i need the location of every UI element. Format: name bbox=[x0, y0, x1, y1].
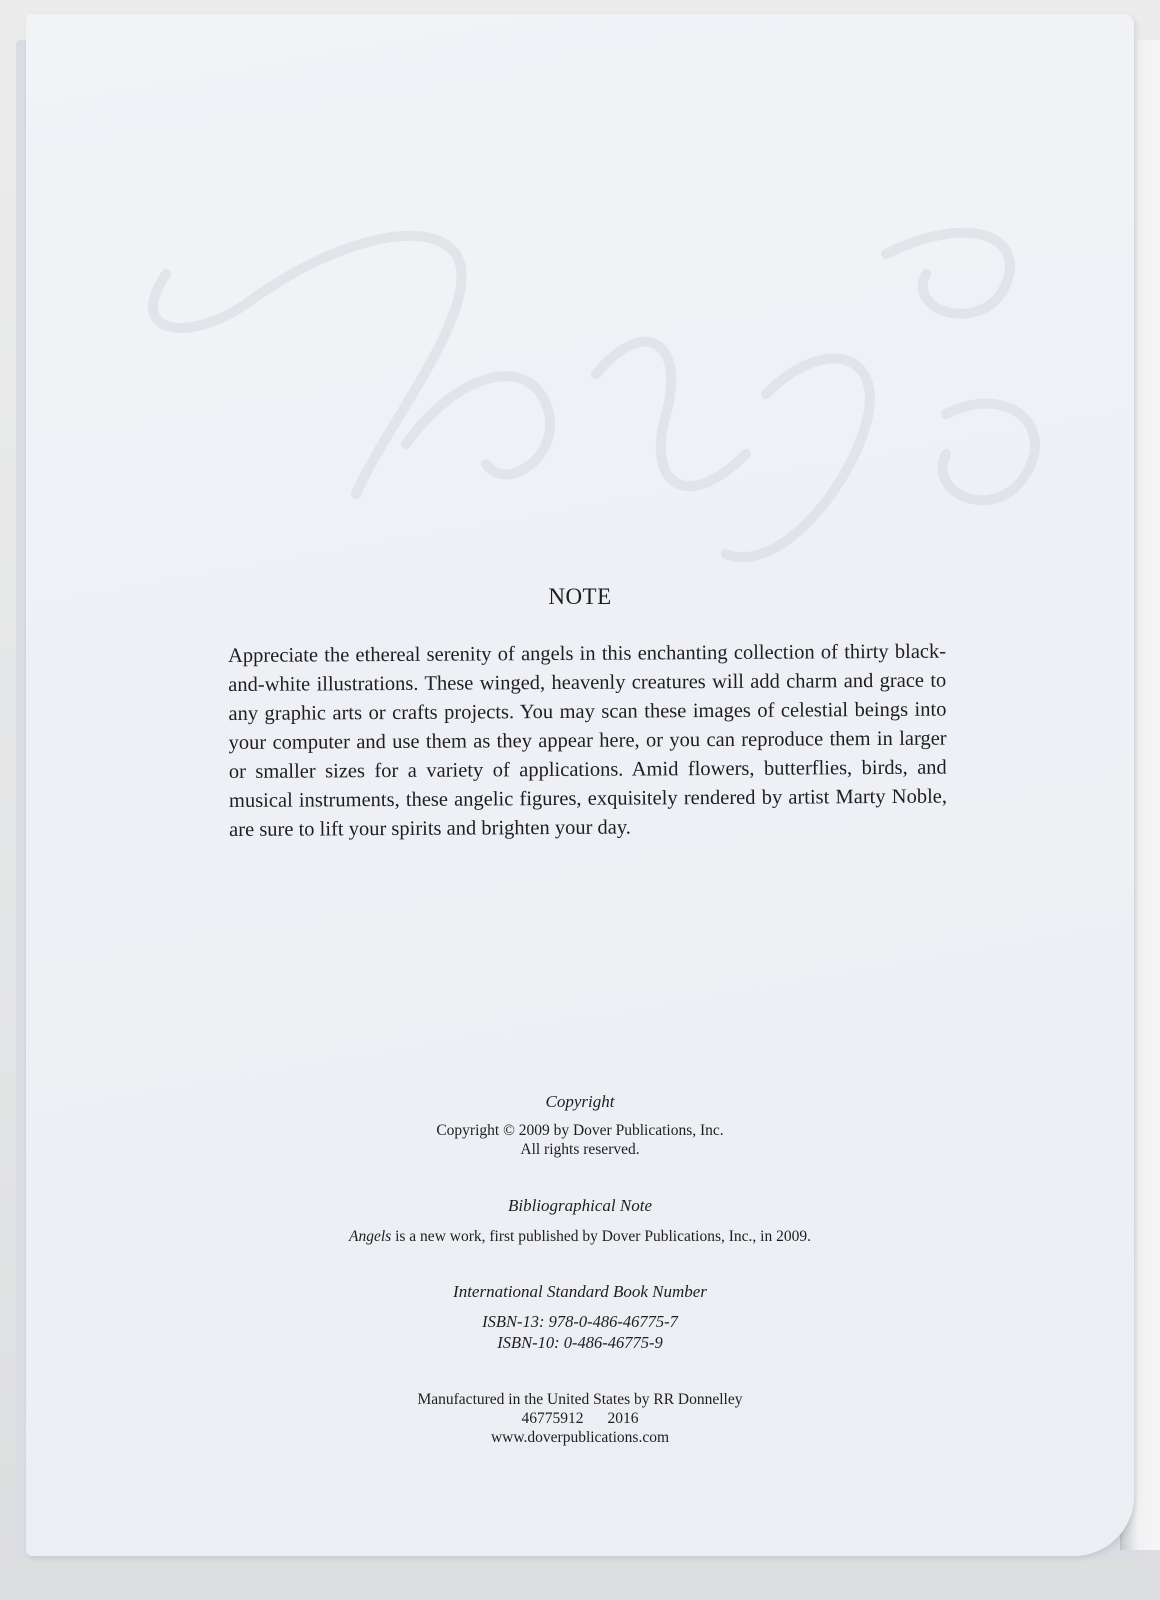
printing-codes bbox=[26, 1409, 1134, 1428]
isbn-heading: International Standard Book Number bbox=[453, 1282, 707, 1301]
note-paragraph: Appreciate the ethereal serenity of angels in this enchanting collection of thirty black-and-white illustrations. These winged, heavenly creatures will add charm and grace to any graphic arts or crafts projects. You may scan these images of celestial beings into your computer and use them as they appear here, or you can reproduce them in larger or smaller sizes for a variety of applications. Amid flowers, butterflies, birds, and musical instruments, these angelic figures, exquisitely rendered by artist Marty Noble, are sure to lift your spirits and brighten your day. bbox=[228, 640, 948, 841]
isbn-13: ISBN-13: 978-0-486-46775-7 bbox=[482, 1312, 678, 1331]
note-title: NOTE bbox=[548, 584, 612, 609]
bibliographical-text bbox=[26, 1227, 1134, 1246]
isbn-10: ISBN-10: 0-486-46775-9 bbox=[497, 1333, 663, 1352]
show-through-lettering bbox=[126, 194, 1086, 614]
manufacture-line: Manufactured in the United States by RR Donnelley bbox=[417, 1391, 743, 1408]
isbn-section bbox=[26, 1282, 1134, 1353]
bibliographical-sentence: is a new work, first published by Dover Publications, Inc., in 2009. bbox=[391, 1228, 811, 1245]
publisher-website: www.doverpublications.com bbox=[490, 1429, 670, 1446]
manufacture-section bbox=[26, 1390, 1134, 1447]
printing-year: 2016 bbox=[607, 1410, 639, 1427]
copyright-section bbox=[26, 1092, 1134, 1159]
book-page bbox=[26, 14, 1134, 1556]
book-title: Angels bbox=[349, 1228, 392, 1245]
copyright-line: Copyright © 2009 by Dover Publications, Inc. bbox=[436, 1122, 724, 1139]
bibliographical-heading: Bibliographical Note bbox=[507, 1196, 653, 1215]
bibliographical-section bbox=[26, 1196, 1134, 1246]
printing-code: 46775912 bbox=[521, 1410, 584, 1427]
rights-line: All rights reserved. bbox=[520, 1141, 640, 1158]
copyright-heading: Copyright bbox=[545, 1092, 615, 1111]
